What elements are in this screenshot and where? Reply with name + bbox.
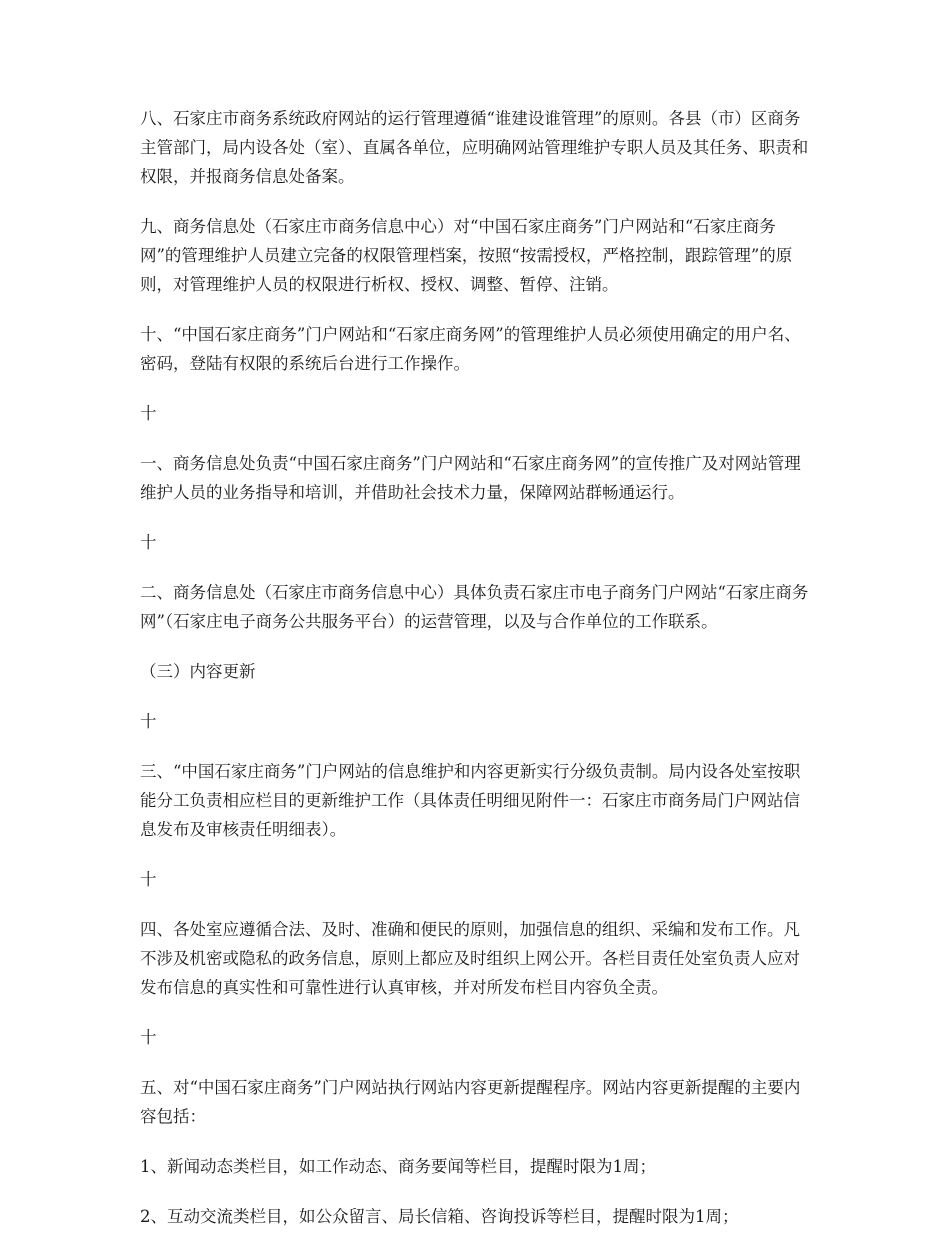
paragraph-13: 三、“中国石家庄商务”门户网站的信息维护和内容更新实行分级负责制。局内设各处室按职能分工负责相应栏目的更新维护工作（具体责任明细见附件一：石家庄市商务局门户网站信息发布及审核责任明细表）。 xyxy=(140,762,801,839)
paragraph-fragment: 十 xyxy=(140,1028,157,1047)
paragraph-8: 八、石家庄市商务系统政府网站的运行管理遵循“谁建设谁管理”的原则。各县（市）区商务主管部门，局内设各处（室）、直属各单位，应明确网站管理维护专职人员及其任务、职责和权限，并报商务信息处备案。 xyxy=(140,109,809,186)
paragraph-10: 十、“中国石家庄商务”门户网站和“石家庄商务网”的管理维护人员必须使用确定的用户名、密码，登陆有权限的系统后台进行工作操作。 xyxy=(140,325,801,373)
list-item-news: 1、新闻动态类栏目，如工作动态、商务要闻等栏目，提醒时限为1周； xyxy=(140,1157,656,1176)
paragraph-fragment: 十 xyxy=(140,533,157,552)
paragraph-12: 二、商务信息处（石家庄市商务信息中心）具体负责石家庄市电子商务门户网站“石家庄商务网”（石家庄电子商务公共服务平台）的运营管理，以及与合作单位的工作联系。 xyxy=(140,583,809,631)
paragraph-11: 一、商务信息处负责“中国石家庄商务”门户网站和“石家庄商务网”的宣传推广及对网站管理维护人员的业务指导和培训，并借助社会技术力量，保障网站群畅通运行。 xyxy=(140,454,801,502)
paragraph-14: 四、各处室应遵循合法、及时、准确和便民的原则，加强信息的组织、采编和发布工作。凡不涉及机密或隐私的政务信息，原则上都应及时组织上网公开。各栏目责任处室负责人应对发布信息的真实性和可靠性进行认真审核，并对所发布栏目内容负全责。 xyxy=(140,920,800,997)
paragraph-9: 九、商务信息处（石家庄市商务信息中心）对“中国石家庄商务”门户网站和“石家庄商务网”的管理维护人员建立完备的权限管理档案，按照“按需授权，严格控制，跟踪管理”的原则，对管理维护人员的权限进行析权、授权、调整、暂停、注销。 xyxy=(140,217,793,294)
paragraph-15: 五、对“中国石家庄商务”门户网站执行网站内容更新提醒程序。网站内容更新提醒的主要内容包括： xyxy=(140,1078,801,1126)
list-item-interaction: 2、互动交流类栏目，如公众留言、局长信箱、咨询投诉等栏目，提醒时限为1周； xyxy=(140,1207,739,1226)
paragraph-fragment: 十 xyxy=(140,404,157,423)
section-heading-content-update: （三）内容更新 xyxy=(140,662,256,681)
document-body xyxy=(140,104,812,1252)
paragraph-fragment: 十 xyxy=(140,712,157,731)
paragraph-fragment: 十 xyxy=(140,870,157,889)
